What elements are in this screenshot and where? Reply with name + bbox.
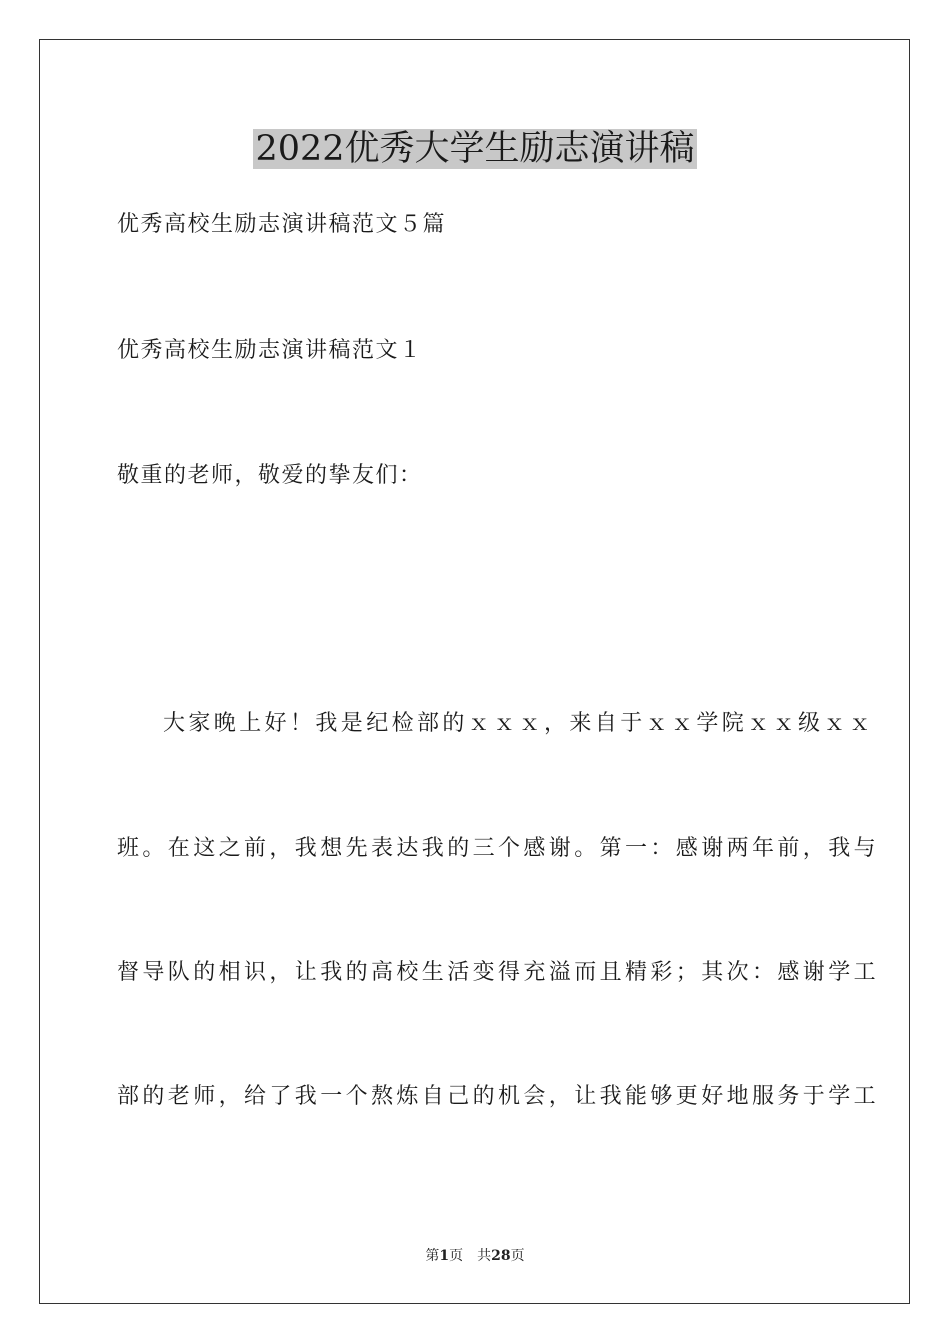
footer-page-number: 1 (439, 1248, 450, 1264)
salutation-line: 敬重的老师，敬爱的挚友们： (117, 463, 423, 488)
paragraph-line: 大家晚上好！我是纪检部的ｘｘｘ，来自于ｘｘ学院ｘｘ级ｘｘ (163, 711, 875, 736)
footer-page-suffix: 页 (510, 1248, 525, 1264)
document-title (0, 126, 950, 172)
paragraph-line: 督导队的相识，让我的高校生活变得充溢而且精彩；其次：感谢学工 (117, 960, 880, 985)
footer-page-mid: 页 共 (449, 1248, 492, 1264)
section-heading: 优秀高校生励志演讲稿范文１ (117, 338, 423, 363)
paragraph-line: 班。在这之前，我想先表达我的三个感谢。第一：感谢两年前，我与 (117, 836, 880, 861)
page-footer (0, 1247, 950, 1265)
footer-page-total: 28 (491, 1248, 511, 1264)
paragraph-line: 部的老师，给了我一个熬炼自己的机会，让我能够更好地服务于学工 (117, 1084, 880, 1109)
subtitle-line: 优秀高校生励志演讲稿范文５篇 (117, 212, 447, 237)
footer-page-prefix: 第 (425, 1248, 440, 1264)
document-title-text: 2022优秀大学生励志演讲稿 (255, 129, 695, 169)
